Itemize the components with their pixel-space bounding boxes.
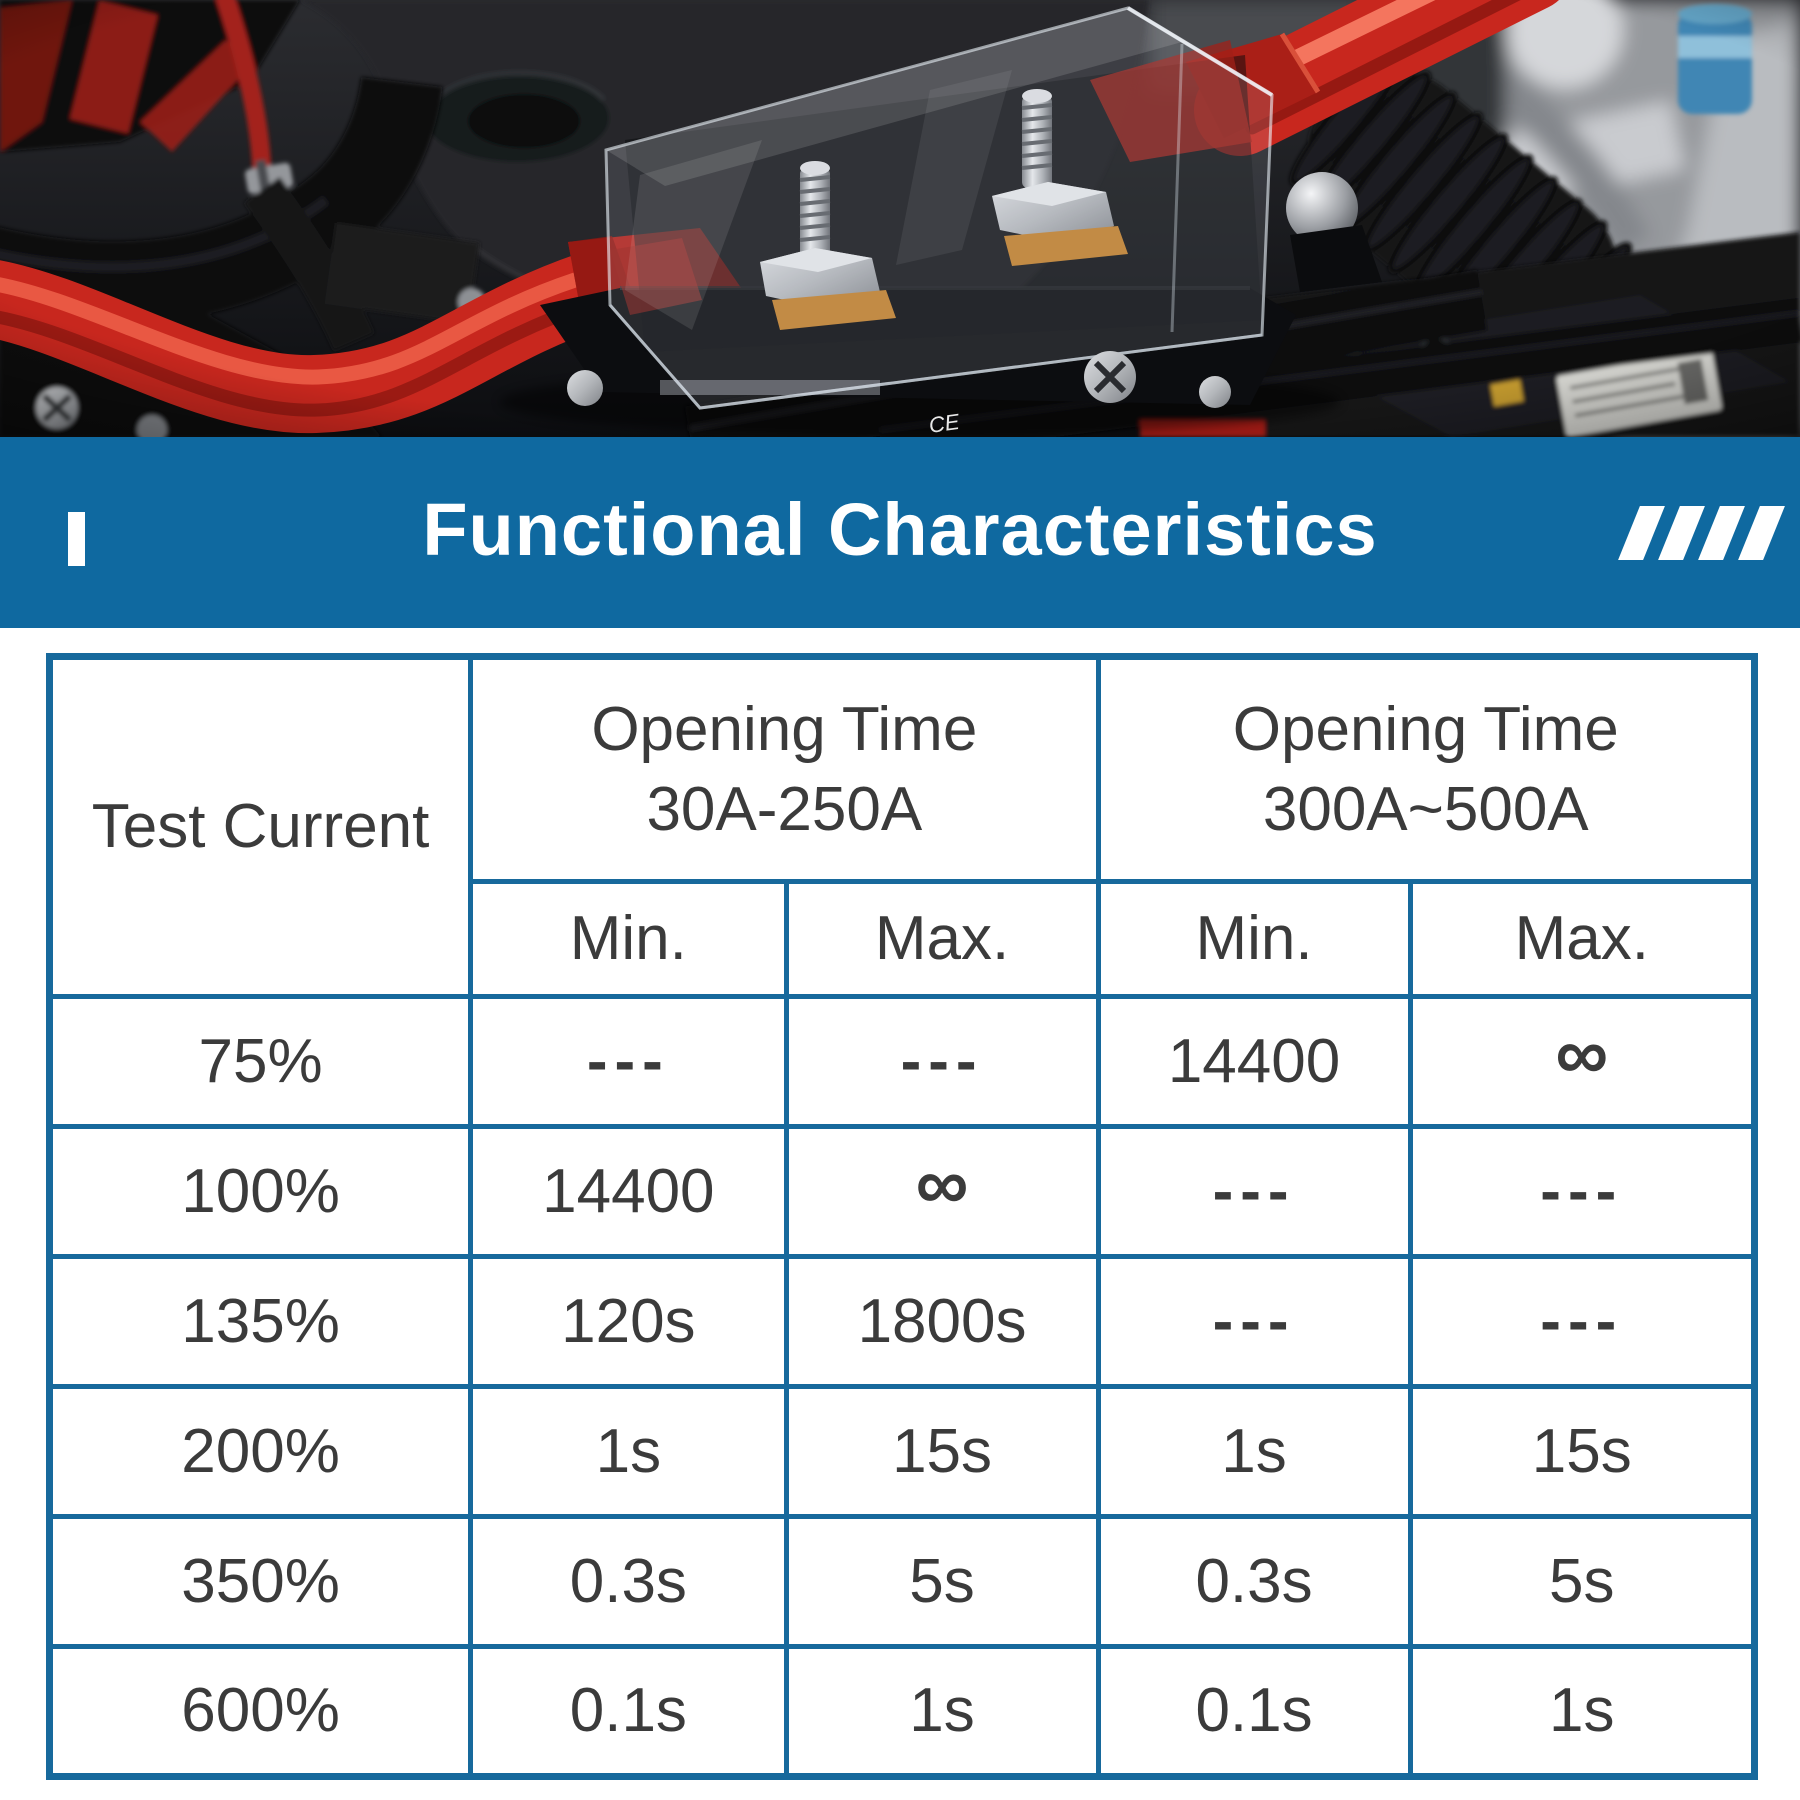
table-cell: 0.3s <box>471 1517 786 1647</box>
header-group-30a-250a <box>471 657 1098 882</box>
slash-bar <box>1698 506 1745 560</box>
header-test-current: Test Current <box>50 657 471 997</box>
table-cell: 14400 <box>471 1127 786 1257</box>
vignette <box>0 0 1800 437</box>
group-label-line1: Opening Time <box>591 695 978 765</box>
section-banner <box>0 437 1800 628</box>
row-current: 100% <box>50 1127 471 1257</box>
slash-bar <box>1658 506 1705 560</box>
row-current: 350% <box>50 1517 471 1647</box>
table-cell: 0.3s <box>1098 1517 1410 1647</box>
banner-title: Functional Characteristics <box>422 487 1378 571</box>
subheader-min: Min. <box>1098 882 1410 997</box>
table-cell: --- <box>471 997 786 1127</box>
table-row <box>50 1127 1755 1257</box>
subheader-max: Max. <box>1410 882 1754 997</box>
table-cell: --- <box>1098 1257 1410 1387</box>
subheader-max: Max. <box>786 882 1098 997</box>
table-cell: 14400 <box>1098 997 1410 1127</box>
table-cell: --- <box>786 997 1098 1127</box>
group-label-line2: 30A-250A <box>646 774 923 844</box>
product-photo <box>0 0 1800 437</box>
table-cell: 120s <box>471 1257 786 1387</box>
table-cell: 5s <box>786 1517 1098 1647</box>
characteristics-table <box>46 653 1758 1780</box>
table-section <box>0 628 1800 1780</box>
row-current: 75% <box>50 997 471 1127</box>
table-cell: 1s <box>1410 1647 1754 1777</box>
table-cell: 1800s <box>786 1257 1098 1387</box>
table-cell: 1s <box>1098 1387 1410 1517</box>
table-cell <box>1410 997 1754 1127</box>
row-current: 135% <box>50 1257 471 1387</box>
table-row <box>50 1517 1755 1647</box>
header-group-300a-500a <box>1098 657 1754 882</box>
engine-bay-illustration <box>0 0 1800 437</box>
group-label-line1: Opening Time <box>1232 695 1619 765</box>
table-cell: 1s <box>471 1387 786 1517</box>
row-current: 600% <box>50 1647 471 1777</box>
row-current: 200% <box>50 1387 471 1517</box>
infinity-symbol: ∞ <box>915 1141 969 1225</box>
table-cell: --- <box>1410 1257 1754 1387</box>
table-row <box>50 1257 1755 1387</box>
table-cell: --- <box>1410 1127 1754 1257</box>
table-cell: 5s <box>1410 1517 1754 1647</box>
table-row <box>50 1387 1755 1517</box>
table-cell <box>786 1127 1098 1257</box>
infinity-symbol: ∞ <box>1555 1011 1609 1095</box>
subheader-min: Min. <box>471 882 786 997</box>
table-cell: 15s <box>786 1387 1098 1517</box>
table-cell: 1s <box>786 1647 1098 1777</box>
table-cell: 0.1s <box>471 1647 786 1777</box>
table-cell: 15s <box>1410 1387 1754 1517</box>
table-row <box>50 1647 1755 1777</box>
table-row <box>50 997 1755 1127</box>
group-label-line2: 300A~500A <box>1262 774 1589 844</box>
table-cell: 0.1s <box>1098 1647 1410 1777</box>
slashes-icon <box>1629 506 1774 560</box>
table-cell: --- <box>1098 1127 1410 1257</box>
